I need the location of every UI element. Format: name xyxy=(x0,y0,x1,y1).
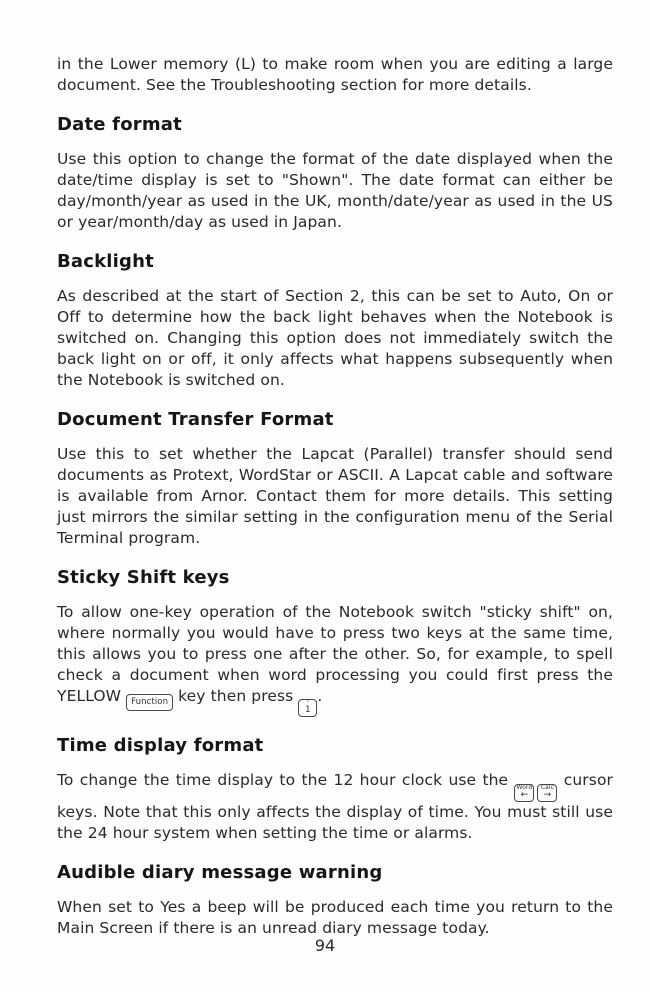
calc-key-label: Calc xyxy=(540,784,555,791)
section-paragraph-audible-diary-message-warning: When set to Yes a beep will be produced each time you return to the Main Screen if there is an unread diary message today. xyxy=(57,897,613,937)
intro-paragraph: in the Lower memory (L) to make room when you are editing a large document. See the Troubleshooting section for more details. xyxy=(57,55,613,94)
paragraph-text: . xyxy=(317,687,323,705)
paragraph-text: key then press xyxy=(173,687,299,705)
function-key-icon xyxy=(126,694,173,711)
page-number: 94 xyxy=(314,936,336,955)
shift-1-key-icon xyxy=(298,699,317,717)
left-arrow-icon: ← xyxy=(520,790,529,800)
section-paragraph-time-display-format xyxy=(57,770,613,844)
section-paragraph-date-format: Use this option to change the format of the date displayed when the date/time display is set to "Shown". The date format can either be day/month/year as used in the UK, month/date/year as used in the US or year/month/day as used in Japan. xyxy=(57,150,613,231)
shift-1-key-number: 1 xyxy=(305,705,311,715)
word-left-cursor-key-icon xyxy=(514,784,534,802)
section-heading-sticky-shift-keys: Sticky Shift keys xyxy=(57,567,230,588)
paragraph-text: To change the time display to the 12 hour clock use the xyxy=(57,771,515,789)
shift-1-key-shift-symbol: ' xyxy=(306,699,309,707)
section-paragraph-sticky-shift-keys xyxy=(57,602,613,717)
section-heading-time-display-format: Time display format xyxy=(57,735,264,756)
function-key-label: Function xyxy=(131,697,169,707)
right-arrow-icon: → xyxy=(543,790,552,800)
paragraph-text: cursor keys. Note that this only affects the display of time. You must still use the 24 hour system when setting the time or alarms. xyxy=(57,771,613,842)
section-heading-document-transfer-format: Document Transfer Format xyxy=(57,409,334,430)
section-paragraph-backlight: As described at the start of Section 2, this can be set to Auto, On or Off to determine how the back light behaves when the Notebook is switched on. Changing this option does not immediately switch the back light on or off, it only affects what happens subsequently when the Notebook is switched on. xyxy=(57,287,613,389)
word-key-label: Word xyxy=(516,784,533,791)
section-heading-backlight: Backlight xyxy=(57,251,154,272)
paragraph-text: To allow one-key operation of the Notebook switch "sticky shift" on, where normally you would have to press two keys at the same time, this allows you to press one after the other. So, for example, to spell check a document when word processing you could first press the YELLOW xyxy=(57,603,613,705)
section-heading-audible-diary-message-warning: Audible diary message warning xyxy=(57,861,383,883)
page-content xyxy=(57,54,613,939)
calc-right-cursor-key-icon xyxy=(537,784,557,802)
section-heading-date-format: Date format xyxy=(57,114,182,135)
section-paragraph-document-transfer-format: Use this to set whether the Lapcat (Parallel) transfer should send documents as Protext, WordStar or ASCII. A Lapcat cable and software is available from Arnor. Contact them for more details. This setting just mirrors the similar setting in the configuration menu of the Serial Terminal program. xyxy=(57,445,613,547)
